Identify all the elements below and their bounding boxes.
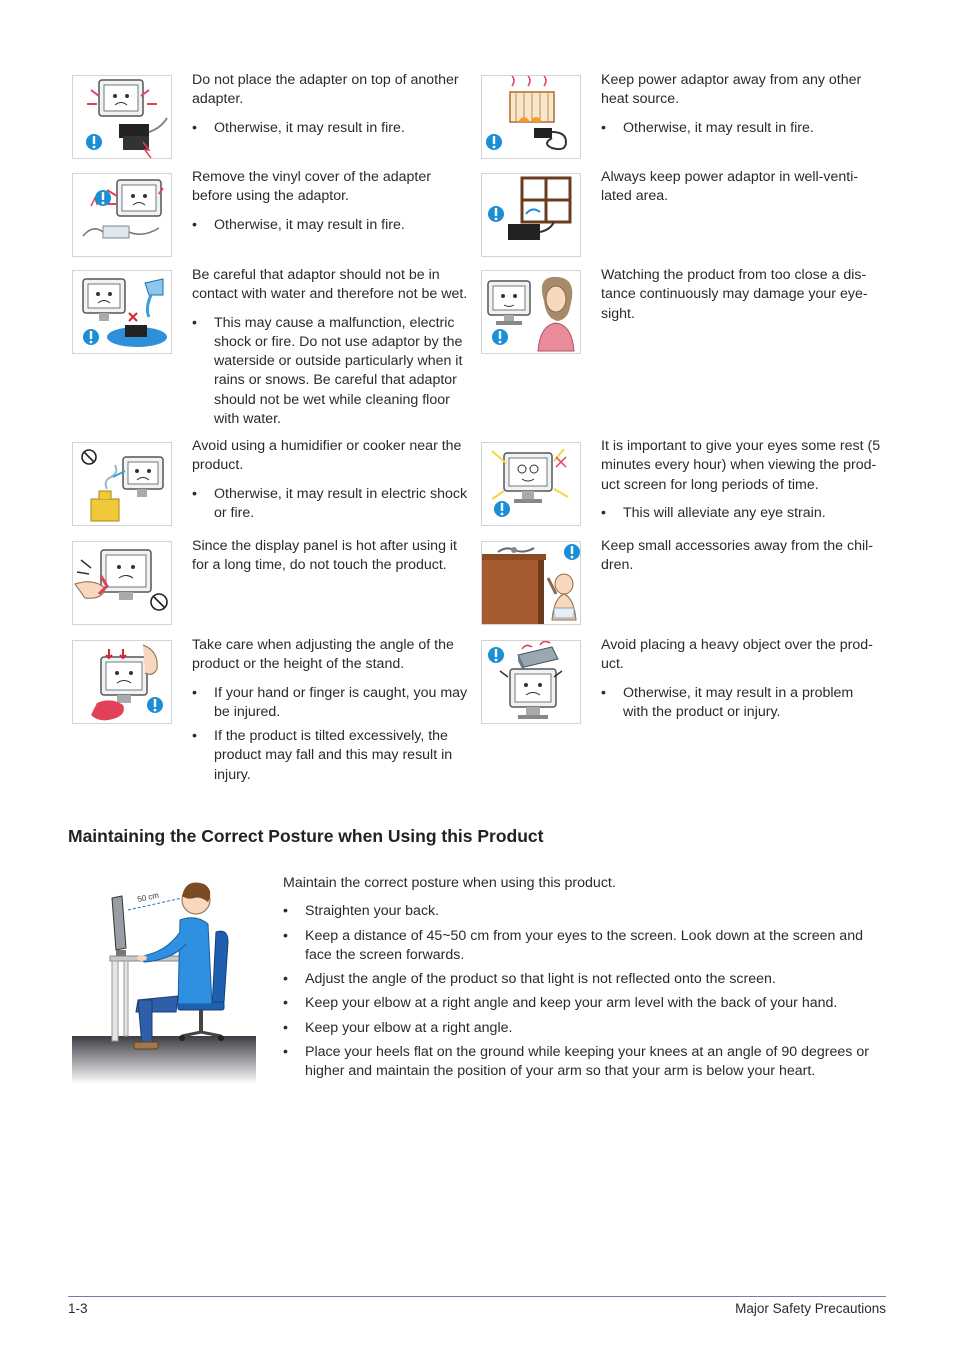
posture-bullet: • Keep your elbow at a right angle and keep your arm level with the back of your hand. — [283, 994, 883, 1013]
precaution-text: Keep small accessories away from the chil-dren. — [601, 538, 874, 574]
precaution-bullet: • This will alleviate any eye strain. — [601, 504, 881, 523]
precaution-text: Do not place the adapter on top of another adapter. — [192, 72, 459, 108]
precaution-text: Always keep power adaptor in well-venti-lated area. — [601, 169, 859, 205]
warning-icon — [492, 329, 508, 345]
warning-icon — [486, 134, 502, 150]
illustration-water-contact — [72, 270, 172, 354]
posture-bullet: • Keep your elbow at a right angle. — [283, 1019, 883, 1038]
posture-bullet: • Keep a distance of 45~50 cm from your eyes to the screen. Look down at the screen and face the screen forwards. — [283, 927, 883, 966]
illustration-adjusting-angle — [72, 640, 172, 724]
precaution-1 — [192, 71, 472, 143]
posture-instructions — [283, 874, 883, 1087]
precaution-text: Since the display panel is hot after using it for a long time, do not touch the product. — [192, 538, 457, 574]
precaution-6 — [601, 266, 881, 324]
precaution-text: It is important to give your eyes some rest (5 minutes every hour) when viewing the prod-uct screen for long periods of time. — [601, 438, 881, 493]
precaution-text: Take care when adjusting the angle of the product or the height of the stand. — [192, 637, 454, 673]
precaution-text: Avoid placing a heavy object over the prod-uct. — [601, 637, 873, 673]
distance-label: 50 cm — [136, 890, 160, 904]
illustration-small-accessories — [481, 541, 581, 625]
precaution-text: Keep power adaptor away from any other heat source. — [601, 72, 862, 108]
precaution-4 — [601, 168, 881, 207]
precaution-3 — [192, 168, 472, 240]
precaution-bullet: • If the product is tilted excessively, the product may fall and this may result in injury. — [192, 727, 472, 785]
footer-section-title: Major Safety Precautions — [735, 1301, 886, 1316]
precaution-bullet: • Otherwise, it may result in a problem with the product or injury. — [601, 684, 881, 723]
posture-bullet: • Adjust the angle of the product so that light is not reflected onto the screen. — [283, 970, 883, 989]
posture-bullet: • Straighten your back. — [283, 902, 883, 921]
precaution-11 — [192, 636, 472, 790]
precaution-8 — [601, 437, 881, 528]
precaution-text: Be careful that adaptor should not be in contact with water and therefore not be wet. — [192, 267, 468, 303]
illustration-humidifier — [72, 442, 172, 526]
precaution-bullet: • This may cause a malfunction, electric shock or fire. Do not use adaptor by the waterside or outside particularly when it rains or snows. Be careful that adaptor should not be wet while cleaning floor with water. — [192, 314, 472, 430]
illustration-heavy-object — [481, 640, 581, 724]
precaution-2 — [601, 71, 881, 143]
warning-icon — [86, 134, 102, 150]
precaution-7 — [192, 437, 472, 528]
precaution-9 — [192, 537, 472, 576]
illustration-stacked-adapters — [72, 75, 172, 159]
posture-intro: Maintain the correct posture when using this product. — [283, 875, 616, 891]
warning-icon — [494, 501, 510, 517]
precaution-text: Avoid using a humidifier or cooker near the product. — [192, 438, 462, 474]
precaution-10 — [601, 537, 881, 576]
illustration-correct-posture — [72, 876, 256, 1084]
posture-bullet: • Place your heels flat on the ground while keeping your knees at an angle of 90 degrees or higher and maintain the position of your arm so that your arm is below your heart. — [283, 1043, 883, 1082]
precaution-text: Watching the product from too close a dis-tance continuously may damage your eye-sight. — [601, 267, 868, 322]
prohibit-icon — [82, 450, 96, 464]
precaution-12 — [601, 636, 881, 727]
illustration-hot-panel — [72, 541, 172, 625]
precaution-bullet: • Otherwise, it may result in fire. — [192, 216, 472, 235]
warning-icon — [564, 544, 580, 560]
precaution-bullet: • Otherwise, it may result in fire. — [192, 119, 472, 138]
prohibit-icon — [151, 594, 167, 610]
illustration-eye-rest — [481, 442, 581, 526]
section-title: Maintaining the Correct Posture when Using this Product — [68, 826, 544, 846]
precaution-bullet: • Otherwise, it may result in fire. — [601, 119, 881, 138]
illustration-viewing-distance — [481, 270, 581, 354]
footer-rule — [68, 1296, 886, 1297]
warning-icon — [147, 697, 163, 713]
warning-icon — [83, 329, 99, 345]
precaution-text: Remove the vinyl cover of the adapter before using the adaptor. — [192, 169, 431, 205]
warning-icon — [488, 647, 504, 663]
warning-icon — [95, 190, 111, 206]
illustration-ventilated-area — [481, 173, 581, 257]
precaution-bullet: • If your hand or finger is caught, you may be injured. — [192, 684, 472, 723]
warning-icon — [488, 206, 504, 222]
precaution-5 — [192, 266, 472, 434]
page-number: 1-3 — [68, 1301, 88, 1316]
illustration-vinyl-cover — [72, 173, 172, 257]
precaution-bullet: • Otherwise, it may result in electric shock or fire. — [192, 485, 472, 524]
illustration-heat-source — [481, 75, 581, 159]
